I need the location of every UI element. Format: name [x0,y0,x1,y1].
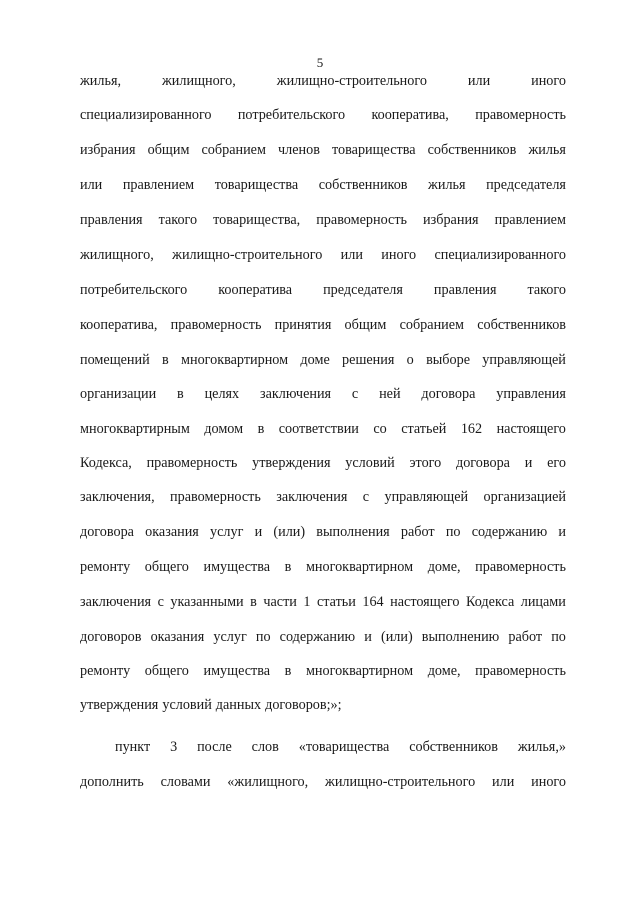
text-word: многоквартирном [181,352,289,368]
text-line [80,385,566,403]
text-word: общего [144,559,189,575]
text-word: потребительского [237,107,346,123]
text-word: жилья [428,177,466,193]
text-line [80,523,566,541]
text-word: имущества [203,663,271,679]
text-line [80,420,566,438]
text-word: правомерность [170,317,262,333]
text-word: заключения [80,594,152,610]
text-word: кооператива [218,282,293,298]
text-line [80,72,566,90]
text-line [80,176,566,194]
text-word: правлением [122,177,195,193]
text-word: доме, [427,559,461,575]
text-word: оказания [150,629,205,645]
text-word: 3 [170,739,178,755]
text-word: собственников [318,177,408,193]
text-word: его [547,455,566,471]
text-word: принятия [274,317,332,333]
text-word: выполнению [421,629,500,645]
text-word: по [551,629,566,645]
text-word: дополнить [80,774,144,790]
text-word: организации [80,386,157,402]
text-word: ремонту [80,559,131,575]
text-word: со [373,421,387,437]
text-word: (или) [273,524,306,540]
text-word: правления [433,282,497,298]
text-word: о [406,352,414,368]
text-word: иного [531,774,566,790]
text-word: правомерность [475,663,566,679]
text-word: иного [381,247,417,263]
text-word: договора [456,455,510,471]
text-line [80,773,566,791]
text-line [80,488,566,506]
text-word: управления [496,386,566,402]
text-line [80,696,566,714]
text-word: в [162,352,169,368]
text-word: части [263,594,297,610]
text-word: товарищества [214,177,299,193]
text-word: утверждения [80,697,159,713]
text-word: слов [251,739,279,755]
text-line [80,141,566,159]
text-word: в [284,663,292,679]
text-word: управляющей [482,352,566,368]
text-word: в [250,594,257,610]
text-word: с [157,594,164,610]
text-word: «жилищного, [227,774,309,790]
text-word: словами [160,774,211,790]
text-word: заключения [260,386,332,402]
text-word: условий [162,697,212,713]
text-word: общим [147,142,190,158]
text-word: настоящего [390,594,460,610]
text-word: статьи [316,594,356,610]
text-word: жилищного, [80,247,154,263]
text-word: правлением [494,212,566,228]
text-word: жилья [528,142,566,158]
text-word: 164 [362,594,384,610]
text-word: правления [80,212,143,228]
text-word: правомерность [316,212,408,228]
text-line [80,281,566,299]
text-word: общего [144,663,189,679]
text-line [80,593,566,611]
text-word: после [197,739,232,755]
text-word: жилищно-строительного [325,774,476,790]
text-word: договора [421,386,476,402]
text-word: заключения, [80,489,155,505]
text-word: собранием [201,142,266,158]
text-word: работ [508,629,543,645]
text-word: в [284,559,292,575]
text-word: содержанию [471,524,548,540]
text-word: многоквартирном [305,663,414,679]
text-word: по [445,524,461,540]
text-word: 162 [460,421,483,437]
text-word: услуг [210,524,244,540]
text-word: жилищного, [162,73,236,89]
text-word: правомерность [146,455,238,471]
text-word: настоящего [496,421,566,437]
text-word: общим [344,317,387,333]
text-word: правомерность [475,559,566,575]
text-word: с [351,386,359,402]
text-line [80,211,566,229]
text-word: Кодекса [465,594,515,610]
text-word: членов [278,142,320,158]
text-word: выборе [426,352,470,368]
text-line [80,628,566,646]
text-word: соответствии [278,421,359,437]
text-word: председателя [486,177,566,193]
text-line [80,106,566,124]
text-word: ней [379,386,401,402]
text-word: кооператива, [371,107,449,123]
text-word: специализированного [434,247,566,263]
text-word: такого [527,282,566,298]
text-word: собственников [409,739,498,755]
text-line [80,558,566,576]
text-word: жилищно-строительного [172,247,323,263]
text-word: работ [400,524,435,540]
text-word: правомерность [170,489,261,505]
text-line [80,316,566,334]
text-line [80,454,566,472]
text-word: выполнения [316,524,390,540]
text-line [80,246,566,264]
text-word: доме, [427,663,461,679]
text-word: организацией [483,489,566,505]
text-word: услуг [213,629,247,645]
text-word: избрания [423,212,479,228]
text-word: утверждения [252,455,331,471]
text-word: пункт [115,739,151,755]
text-word: домом [204,421,244,437]
text-word: или [492,774,515,790]
text-line [80,351,566,369]
text-word: кооператива, [80,317,158,333]
text-word: правомерность [475,107,566,123]
text-word: имущества [203,559,271,575]
text-word: в [177,386,184,402]
text-word: иного [531,73,566,89]
text-word: такого [158,212,198,228]
text-word: указанными [170,594,244,610]
text-word: управляющей [384,489,469,505]
text-word: собственников [477,317,566,333]
text-word: товарищества [332,142,416,158]
text-word: и [364,629,372,645]
text-word: с [362,489,370,505]
text-word: договоров;»; [265,697,342,713]
text-word: или [340,247,363,263]
text-line [80,662,566,680]
text-word: и [524,455,533,471]
text-word: «товарищества [298,739,390,755]
text-word: или [80,177,103,193]
text-word: ремонту [80,663,131,679]
text-word: статьей [401,421,447,437]
text-word: специализированного [80,107,212,123]
text-word: (или) [380,629,413,645]
text-word: условий [345,455,395,471]
text-word: оказания [145,524,199,540]
text-word: договоров [80,629,142,645]
text-word: целях [204,386,240,402]
text-word: заключения [276,489,348,505]
text-word: по [255,629,271,645]
text-word: избрания [80,142,136,158]
text-word: и [254,524,263,540]
text-word: договора [80,524,134,540]
text-word: решения [342,352,395,368]
text-word: или [467,73,491,89]
text-word: лицами [520,594,566,610]
text-word: содержанию [279,629,356,645]
text-word: жилищно-строительного [276,73,427,89]
page-number: 5 [316,55,324,70]
text-word: многоквартирном [305,559,414,575]
text-word: жилья,» [517,739,566,755]
text-word: 1 [303,594,311,610]
text-word: потребительского [80,282,188,298]
text-word: многоквартирным [80,421,190,437]
text-word: в [257,421,265,437]
text-word: помещений [80,352,150,368]
text-line [115,738,566,756]
text-word: данных [215,697,262,713]
text-word: этого [409,455,442,471]
text-word: товарищества, [213,212,301,228]
text-word: жилья, [80,73,122,89]
text-word: председателя [323,282,403,298]
text-word: и [558,524,566,540]
text-word: собственников [427,142,517,158]
text-word: доме [300,352,330,368]
text-word: собранием [399,317,465,333]
text-word: Кодекса, [80,455,132,471]
